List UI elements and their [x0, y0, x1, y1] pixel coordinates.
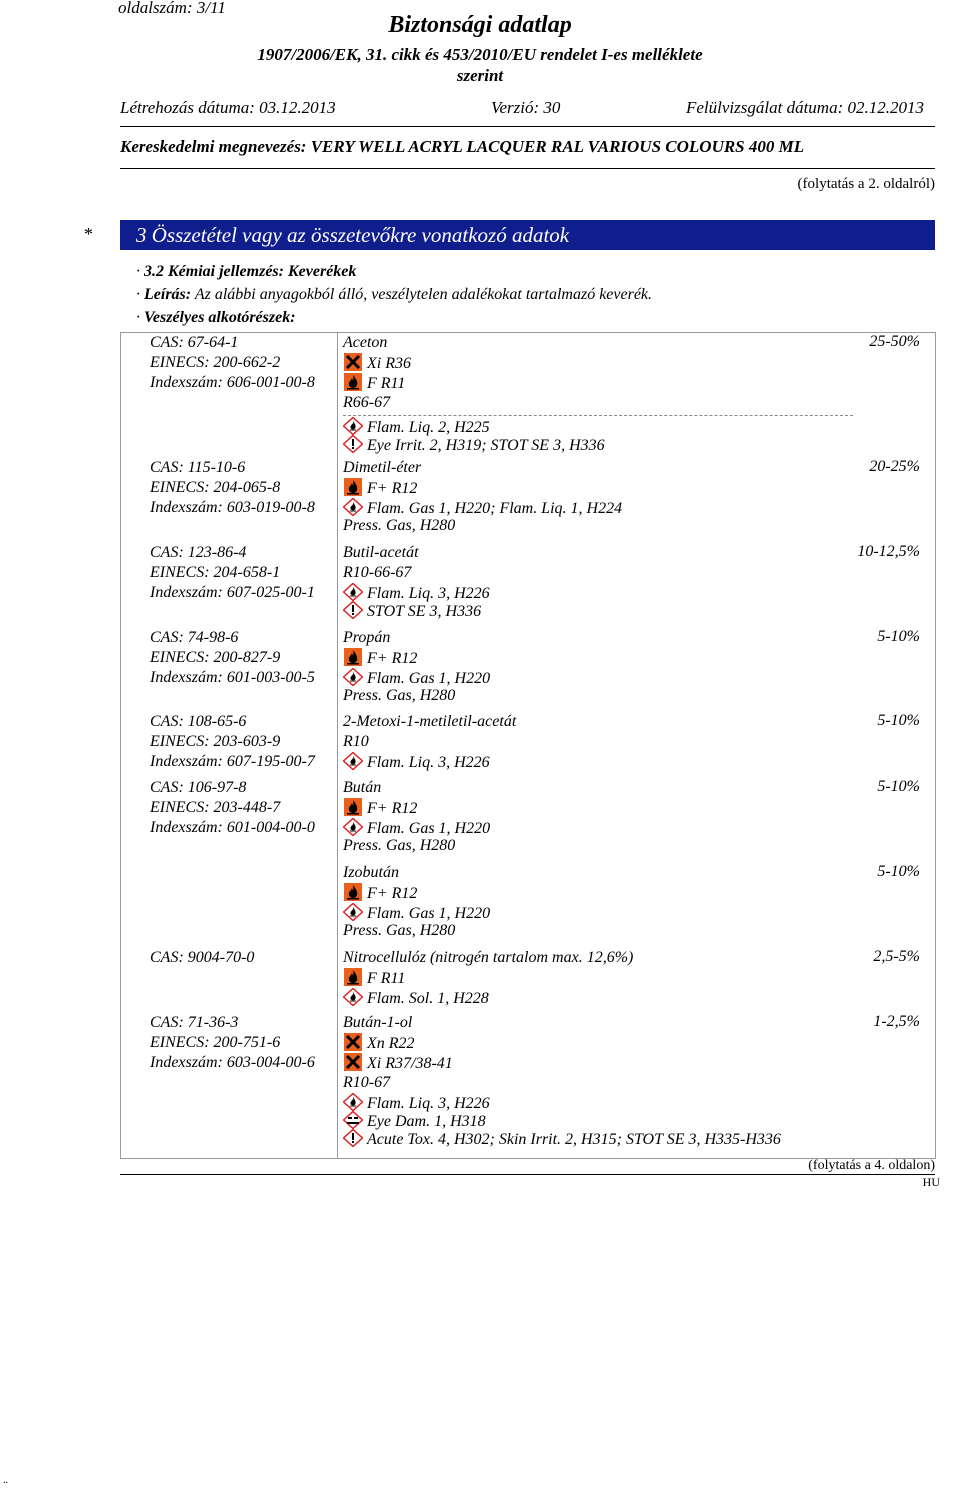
concentration: 1-2,5%	[873, 1013, 920, 1030]
component-id: EINECS: 203-603-9	[150, 733, 281, 750]
clp-text: Flam. Liq. 3, H226	[367, 754, 490, 771]
clp-text: Flam. Liq. 3, H226	[367, 585, 490, 602]
clp-text: Acute Tox. 4, H302; Skin Irrit. 2, H315; STOT SE 3, H335-H336	[367, 1131, 781, 1148]
component-id: EINECS: 203-448-7	[150, 799, 281, 816]
revised-date: Felülvizsgálat dátuma: 02.12.2013	[686, 98, 924, 117]
change-marker: *	[84, 224, 93, 244]
clp-text: Press. Gas, H280	[343, 687, 456, 704]
continued-to: (folytatás a 4. oldalon)	[808, 1158, 935, 1173]
description-label: Leírás:	[144, 286, 192, 303]
flame-ghs-icon	[343, 754, 367, 771]
bullet: ·	[136, 286, 140, 303]
component-id: CAS: 106-97-8	[150, 779, 247, 796]
clp-text: Flam. Gas 1, H220	[367, 820, 491, 837]
version: Verzió: 30	[491, 98, 561, 117]
component-id: Indexszám: 603-004-00-6	[150, 1054, 315, 1071]
classification-text: F+ R12	[367, 650, 418, 667]
product-rule	[120, 168, 935, 169]
component-id: EINECS: 200-662-2	[150, 354, 281, 371]
section-title: 3 Összetétel vagy az összetevőkre vonatkozó adatok	[136, 223, 570, 247]
language-code: HU	[922, 1175, 940, 1189]
classification-text: R10-67	[343, 1074, 391, 1091]
component-name: Propán	[343, 629, 391, 646]
classification-line	[343, 478, 417, 499]
corner-mark: ..	[3, 1475, 8, 1486]
clp-line	[343, 435, 605, 456]
component-id: EINECS: 200-751-6	[150, 1034, 281, 1051]
clp-text: Press. Gas, H280	[343, 837, 456, 854]
classification-line	[343, 563, 411, 583]
clp-text: Press. Gas, H280	[343, 517, 456, 534]
flame-ghs-icon	[343, 585, 367, 602]
component-name: Bután	[343, 779, 382, 796]
flame-ghs-icon	[343, 990, 367, 1007]
flame-ghs-icon	[343, 1095, 367, 1112]
document-title: Biztonsági adatlap	[388, 12, 572, 38]
concentration: 25-50%	[869, 333, 920, 350]
classification-text: F+ R12	[367, 480, 418, 497]
component-id: Indexszám: 606-001-00-8	[150, 374, 315, 391]
classification-text: Xi R36	[367, 355, 411, 372]
clp-line	[343, 836, 455, 856]
cross-icon	[343, 1035, 367, 1052]
component-id: CAS: 74-98-6	[150, 629, 239, 646]
component-name: Aceton	[343, 334, 388, 351]
bullet: ·	[136, 309, 140, 326]
component-id: Indexszám: 607-025-00-1	[150, 584, 315, 601]
clp-line	[343, 601, 481, 622]
component-id: Indexszám: 603-019-00-8	[150, 499, 315, 516]
concentration: 5-10%	[877, 778, 920, 795]
clp-line	[343, 1129, 781, 1150]
clp-line	[343, 988, 489, 1009]
flame-ghs-icon	[343, 820, 367, 837]
component-name: Izobután	[343, 864, 399, 881]
created-date: Létrehozás dátuma: 03.12.2013	[120, 98, 336, 117]
component-id: CAS: 67-64-1	[150, 334, 239, 351]
subsection-title	[136, 263, 356, 281]
classification-line	[343, 883, 417, 904]
component-id: EINECS: 204-658-1	[150, 564, 281, 581]
concentration: 2,5-5%	[873, 948, 920, 965]
description-text: Az alábbi anyagokból álló, veszélytelen adalékokat tartalmazó keverék.	[191, 286, 653, 303]
classification-line	[343, 798, 417, 819]
classification-line	[343, 373, 405, 394]
classification-line	[343, 1073, 390, 1093]
clp-text: Flam. Gas 1, H220	[367, 670, 491, 687]
concentration: 20-25%	[869, 458, 920, 475]
component-id: CAS: 123-86-4	[150, 544, 247, 561]
classification-line	[343, 968, 405, 989]
description	[136, 286, 652, 304]
cross-icon	[343, 1055, 367, 1072]
clp-text: Eye Dam. 1, H318	[367, 1113, 486, 1130]
flame-icon	[343, 650, 367, 667]
clp-text: Eye Irrit. 2, H319; STOT SE 3, H336	[367, 437, 605, 454]
flame-icon	[343, 885, 367, 902]
flame-icon	[343, 970, 367, 987]
component-id: EINECS: 200-827-9	[150, 649, 281, 666]
classification-text: R10-66-67	[343, 564, 412, 581]
concentration: 5-10%	[877, 628, 920, 645]
classification-line	[343, 732, 369, 752]
classification-text: Xi R37/38-41	[367, 1055, 453, 1072]
component-id: CAS: 115-10-6	[150, 459, 246, 476]
clp-text: STOT SE 3, H336	[367, 603, 482, 620]
clp-text: Flam. Liq. 2, H225	[367, 419, 490, 436]
clp-line	[343, 752, 490, 773]
flame-ghs-icon	[343, 500, 367, 517]
flame-icon	[343, 800, 367, 817]
clp-text: Flam. Sol. 1, H228	[367, 990, 489, 1007]
component-name: Butil-acetát	[343, 544, 419, 561]
bullet: ·	[136, 263, 140, 280]
component-id: CAS: 108-65-6	[150, 713, 247, 730]
classification-text: R10	[343, 733, 369, 750]
subsection-label: 3.2 Kémiai jellemzés: Keverékek	[144, 263, 357, 280]
flame-icon	[343, 480, 367, 497]
regulation-line: 1907/2006/EK, 31. cikk és 453/2010/EU rendelet I-es melléklete	[257, 45, 703, 64]
product-name: Kereskedelmi megnevezés: VERY WELL ACRYL LACQUER RAL VARIOUS COLOURS 400 ML	[120, 137, 805, 156]
exclamation-ghs-icon	[343, 437, 367, 454]
concentration: 10-12,5%	[857, 543, 920, 560]
exclamation-ghs-icon	[343, 1131, 367, 1148]
concentration: 5-10%	[877, 712, 920, 729]
classification-line	[343, 353, 411, 374]
page-number: oldalszám: 3/11	[118, 0, 226, 17]
clp-line	[343, 921, 455, 941]
classification-text: F+ R12	[367, 800, 418, 817]
table-divider	[337, 332, 338, 1158]
classification-text: Xn R22	[367, 1035, 415, 1052]
section-header	[120, 220, 935, 250]
component-id: Indexszám: 601-003-00-5	[150, 669, 315, 686]
continued-from: (folytatás a 2. oldalról)	[797, 176, 935, 192]
classification-text: R66-67	[343, 394, 391, 411]
classification-text: F R11	[367, 970, 406, 987]
footer-rule	[120, 1174, 935, 1175]
component-id: CAS: 9004-70-0	[150, 949, 255, 966]
corrosion-ghs-icon	[343, 1113, 367, 1130]
header-rule	[120, 126, 935, 127]
hazardous-label: Veszélyes alkotórészek:	[144, 309, 296, 326]
clp-text: Press. Gas, H280	[343, 922, 456, 939]
clp-text: Flam. Liq. 3, H226	[367, 1095, 490, 1112]
clp-separator	[343, 415, 853, 416]
flame-ghs-icon	[343, 905, 367, 922]
clp-line	[343, 686, 455, 706]
flame-ghs-icon	[343, 670, 367, 687]
component-name: Dimetil-éter	[343, 459, 422, 476]
component-id: Indexszám: 607-195-00-7	[150, 753, 315, 770]
cross-icon	[343, 355, 367, 372]
hazardous-components-label	[136, 309, 296, 327]
component-name: Bután-1-ol	[343, 1014, 413, 1031]
component-name: 2-Metoxi-1-metiletil-acetát	[343, 713, 517, 730]
component-id: EINECS: 204-065-8	[150, 479, 281, 496]
regulation-line-2: szerint	[456, 66, 504, 85]
classification-line	[343, 393, 390, 413]
classification-text: F+ R12	[367, 885, 418, 902]
clp-text: Flam. Gas 1, H220; Flam. Liq. 1, H224	[367, 500, 623, 517]
component-name: Nitrocellulóz (nitrogén tartalom max. 12,6%)	[343, 949, 634, 966]
component-id: Indexszám: 601-004-00-0	[150, 819, 315, 836]
exclamation-ghs-icon	[343, 603, 367, 620]
flame-icon	[343, 375, 367, 392]
flame-ghs-icon	[343, 419, 367, 436]
classification-text: F R11	[367, 375, 406, 392]
classification-line	[343, 1033, 415, 1054]
classification-line	[343, 1053, 453, 1074]
concentration: 5-10%	[877, 863, 920, 880]
classification-line	[343, 648, 417, 669]
clp-text: Flam. Gas 1, H220	[367, 905, 491, 922]
clp-line	[343, 516, 455, 536]
component-id: CAS: 71-36-3	[150, 1014, 239, 1031]
